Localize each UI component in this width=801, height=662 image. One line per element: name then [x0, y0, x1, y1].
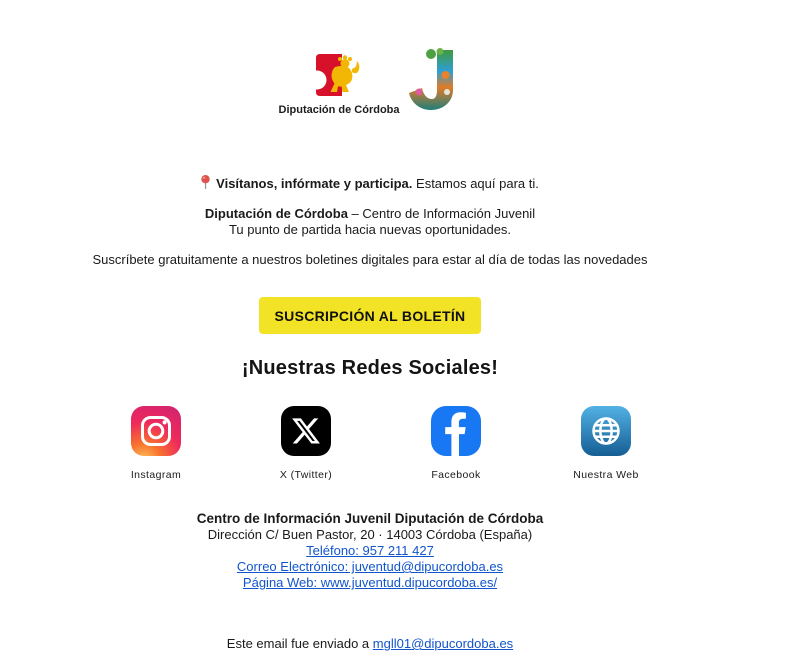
org-line-bold: Diputación de Córdoba [204, 206, 348, 221]
x-twitter-icon [281, 406, 331, 461]
phone-link[interactable]: Teléfono: 957 211 427 [306, 543, 434, 558]
social-link-x-twitter[interactable] [231, 406, 381, 481]
social-link-facebook[interactable] [381, 406, 531, 481]
social-link-website[interactable] [531, 406, 681, 481]
org-line [0, 206, 740, 221]
sent-to-prefix: Este email fue enviado a [226, 636, 373, 651]
social-link-instagram[interactable] [81, 406, 231, 481]
juventud-logo [409, 48, 457, 115]
round-pushpin-icon [201, 175, 210, 193]
tagline: Tu punto de partida hacia nuevas oportunidades. [228, 222, 512, 237]
diputacion-cordoba-emblem-icon [316, 54, 362, 101]
subscribe-text: Suscríbete gratuitamente a nuestros boletines digitales para estar al día de todas las novedades [92, 252, 648, 267]
social-label-instagram: Instagram [130, 469, 182, 481]
org-line-rest: – Centro de Información Juvenil [347, 206, 536, 221]
contact-address: Dirección C/ Buen Pastor, 20 · 14003 Córdoba (España) [207, 527, 533, 542]
social-heading: ¡Nuestras Redes Sociales! [241, 357, 499, 379]
social-row [81, 406, 681, 481]
social-label-website: Nuestra Web [573, 469, 639, 481]
contact-block [0, 511, 740, 591]
visit-line [0, 175, 740, 193]
diputacion-logo-caption: Diputación de Córdoba [278, 104, 400, 116]
juventud-j-icon [409, 97, 457, 114]
newsletter-subscribe-button[interactable]: SUSCRIPCIÓN AL BOLETÍN [259, 297, 481, 334]
recipient-email-link[interactable]: mgll01@dipucordoba.es [372, 636, 514, 651]
diputacion-logo [278, 54, 400, 116]
facebook-icon [431, 406, 481, 461]
sent-to-line [0, 636, 740, 651]
email-link[interactable]: Correo Electrónico: juventud@dipucordoba.es [236, 559, 504, 574]
social-label-x-twitter: X (Twitter) [279, 469, 333, 481]
instagram-icon [131, 406, 181, 461]
social-label-facebook: Facebook [431, 469, 481, 481]
button-row [0, 297, 740, 334]
globe-icon [581, 406, 631, 461]
website-link[interactable]: Página Web: www.juventud.dipucordoba.es/ [242, 575, 498, 590]
visit-line-rest: Estamos aquí para ti. [412, 176, 539, 191]
visit-line-bold: Visítanos, infórmate y participa. [216, 176, 413, 191]
contact-title: Centro de Información Juvenil Diputación de Córdoba [196, 511, 544, 526]
logo-row [0, 54, 740, 116]
